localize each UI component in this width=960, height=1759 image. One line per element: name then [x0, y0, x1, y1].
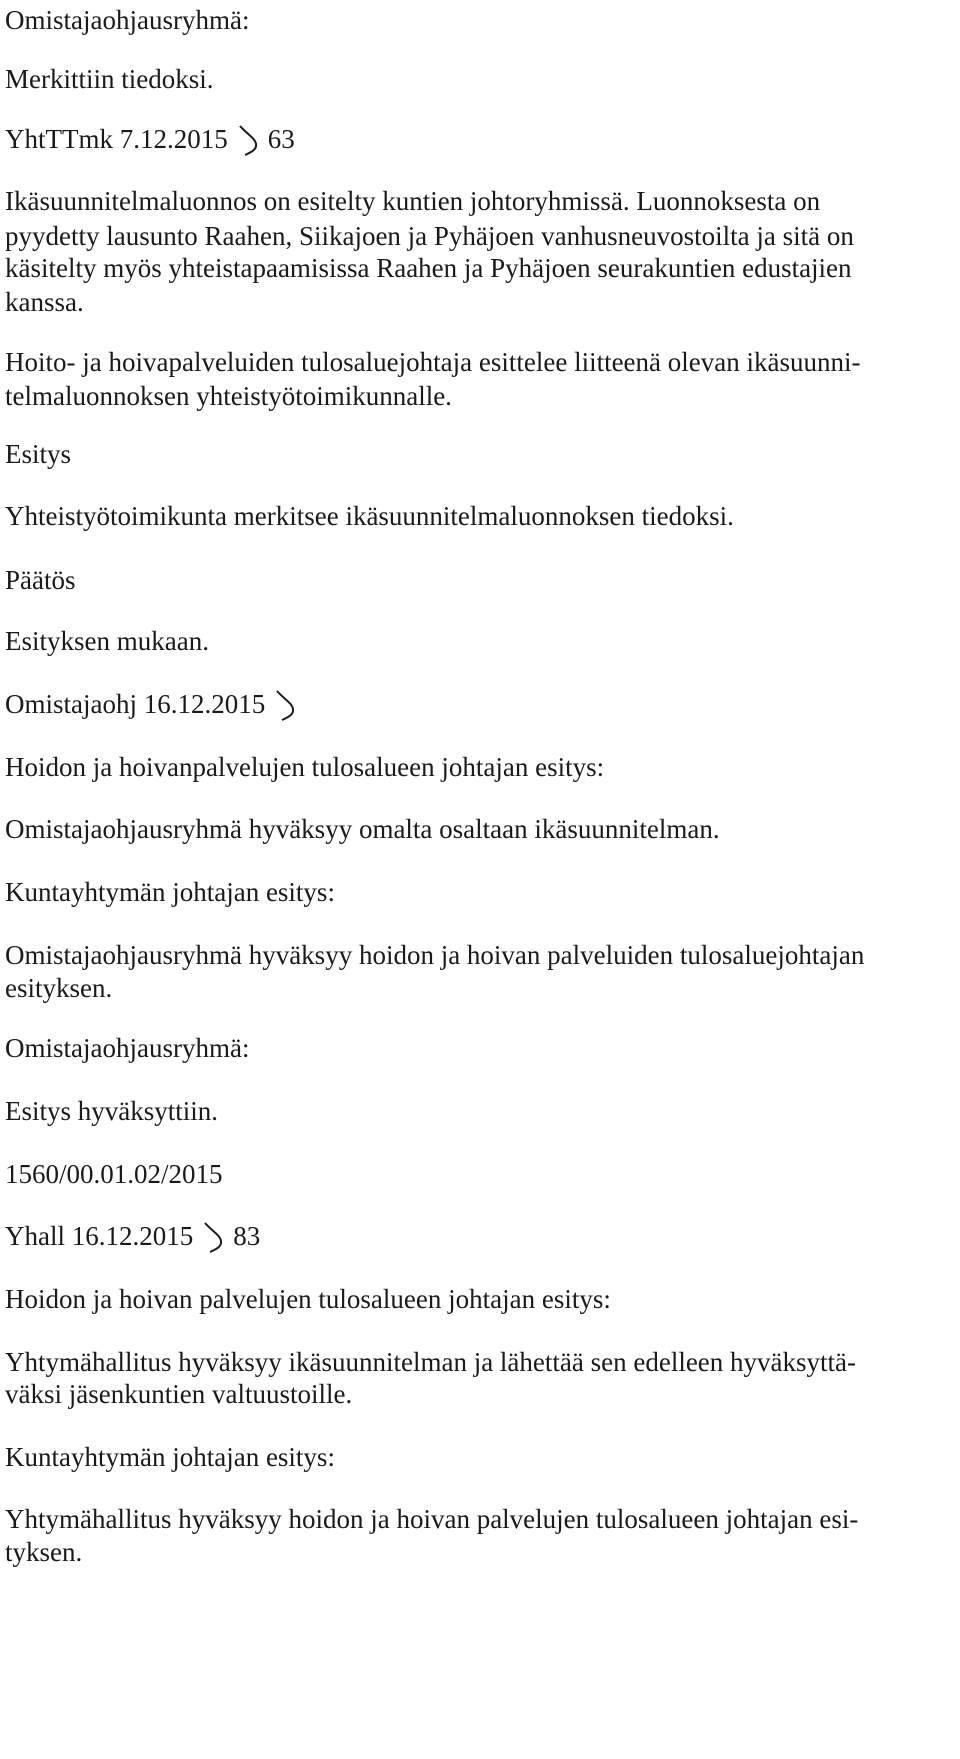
- decision-text: Esityksen mukaan.: [5, 626, 209, 656]
- paragraph-line: kanssa.: [5, 287, 84, 317]
- paragraph-line: käsitelty myös yhteistapaamisissa Raahen ja Pyhäjoen seurakuntien edustajien: [5, 253, 852, 283]
- paragraph-line: Hoito- ja hoivapalveluiden tulosaluejohtaja esittelee liitteenä olevan ikäsuunni-: [5, 347, 861, 377]
- paragraph-line: tyksen.: [5, 1537, 83, 1567]
- proposal-text: Omistajaohjausryhmä hyväksyy omalta osaltaan ikäsuunnitelman.: [5, 814, 720, 844]
- paragraph-line: Ikäsuunnitelmaluonnos on esitelty kuntien johtoryhmissä. Luonnoksesta on: [5, 186, 821, 216]
- heading-omistajaohjausryhma: Omistajaohjausryhmä:: [5, 5, 250, 35]
- paragraph-line: väksi jäsenkuntien valtuustoille.: [5, 1379, 353, 1409]
- paragraph-line: Yhtymähallitus hyväksyy ikäsuunnitelman ja lähettää sen edelleen hyväksyttä-: [5, 1347, 857, 1377]
- heading-paatos: Päätös: [5, 565, 76, 595]
- section-mark-icon: [275, 688, 297, 722]
- reference-yhall: [5, 1219, 260, 1254]
- paragraph-line: telmaluonnoksen yhteistyötoimikunnalle.: [5, 381, 452, 411]
- reference-text: YhtTTmk 7.12.2015: [5, 124, 228, 154]
- reference-number: 83: [233, 1221, 261, 1251]
- heading-esitys: Esitys: [5, 439, 72, 469]
- paragraph-line: Omistajaohjausryhmä hyväksyy hoidon ja hoivan palveluiden tulosaluejohtajan: [5, 940, 865, 970]
- paragraph-line: esityksen.: [5, 973, 113, 1003]
- section-mark-icon: [238, 123, 260, 157]
- heading-omistajaohjausryhma: Omistajaohjausryhmä:: [5, 1033, 250, 1063]
- heading-kuntayhtyman-johtajan-esitys: Kuntayhtymän johtajan esitys:: [5, 877, 335, 907]
- section-mark-icon: [203, 1220, 225, 1254]
- case-number: 1560/00.01.02/2015: [5, 1159, 223, 1189]
- reference-text: Omistajaohj 16.12.2015: [5, 689, 266, 719]
- proposal-text: Yhteistyötoimikunta merkitsee ikäsuunnitelmaluonnoksen tiedoksi.: [5, 501, 734, 531]
- heading-tulosalueen-johtajan-esitys: Hoidon ja hoivanpalvelujen tulosalueen johtajan esitys:: [5, 752, 605, 782]
- heading-kuntayhtyman-johtajan-esitys: Kuntayhtymän johtajan esitys:: [5, 1442, 335, 1472]
- paragraph-line: pyydetty lausunto Raahen, Siikajoen ja Pyhäjoen vanhusneuvostoilta ja sitä on: [5, 221, 854, 251]
- reference-number: 63: [267, 124, 295, 154]
- note-merkittiin-tiedoksi: Merkittiin tiedoksi.: [5, 64, 214, 94]
- heading-tulosalueen-johtajan-esitys: Hoidon ja hoivan palvelujen tulosalueen johtajan esitys:: [5, 1284, 611, 1314]
- reference-text: Yhall 16.12.2015: [5, 1221, 194, 1251]
- decision-text: Esitys hyväksyttiin.: [5, 1096, 219, 1126]
- paragraph-line: Yhtymähallitus hyväksyy hoidon ja hoivan palvelujen tulosalueen johtajan esi-: [5, 1504, 859, 1534]
- reference-omistajaohj: [5, 687, 305, 722]
- reference-yhtttmk: [5, 122, 295, 157]
